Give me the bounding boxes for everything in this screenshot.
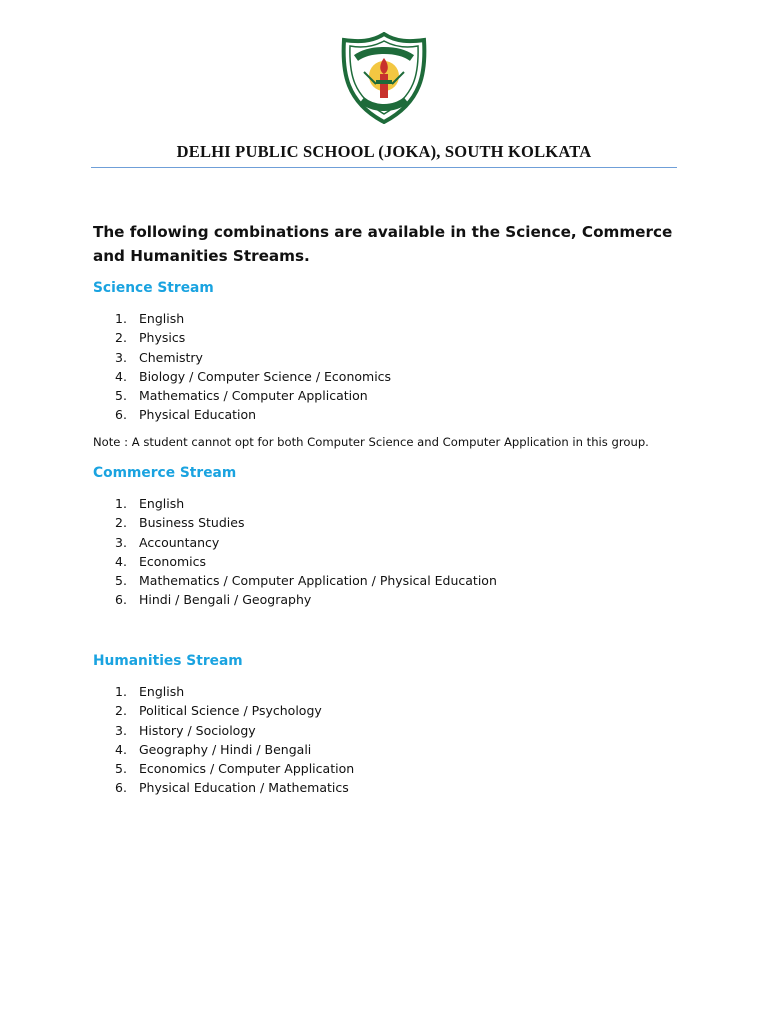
- list-item: [93, 405, 391, 424]
- list-item-number: 5.: [115, 573, 127, 589]
- list-item-label: Physics: [139, 330, 186, 346]
- list-item: [93, 533, 497, 552]
- list-item-number: 5.: [115, 761, 127, 777]
- list-item: [93, 571, 497, 590]
- list-item-number: 5.: [115, 388, 127, 404]
- humanities-subject-list: [93, 682, 354, 798]
- school-title: DELHI PUBLIC SCHOOL (JOKA), SOUTH KOLKATA: [176, 142, 592, 161]
- list-item-number: 1.: [115, 311, 127, 326]
- list-item: [93, 590, 497, 609]
- list-item: [93, 759, 354, 778]
- list-item-number: 3.: [115, 534, 127, 550]
- list-item-label: Accountancy: [139, 534, 220, 550]
- list-item-number: 6.: [115, 407, 127, 423]
- list-item: [93, 701, 354, 720]
- list-item-label: English: [139, 684, 185, 699]
- commerce-stream-heading: Commerce Stream: [93, 465, 237, 481]
- commerce-subject-list: [93, 494, 497, 610]
- list-item-number: 4.: [115, 741, 127, 757]
- list-item: [93, 552, 497, 571]
- list-item-number: 2.: [115, 703, 127, 719]
- list-item-label: Political Science / Psychology: [139, 703, 322, 719]
- list-item-number: 6.: [115, 780, 127, 796]
- intro-text: The following combinations are available in the Science, Commerce and Humanities Streams.: [93, 223, 673, 265]
- list-item-number: 2.: [115, 515, 127, 531]
- list-item-label: Mathematics / Computer Application / Physical Education: [139, 573, 497, 589]
- list-item: [93, 328, 391, 347]
- list-item-number: 3.: [115, 722, 127, 738]
- list-item-label: English: [139, 311, 185, 326]
- list-item: [93, 513, 497, 532]
- list-item-label: Geography / Hindi / Bengali: [139, 741, 312, 757]
- list-item-label: History / Sociology: [139, 722, 256, 738]
- list-item-label: Biology / Computer Science / Economics: [139, 368, 392, 384]
- list-item-number: 1.: [115, 684, 127, 699]
- list-item-label: Hindi / Bengali / Geography: [139, 592, 312, 608]
- list-item-number: 6.: [115, 592, 127, 608]
- list-item: [93, 494, 497, 513]
- list-item: [93, 682, 354, 701]
- list-item: [93, 348, 391, 367]
- list-item-label: Economics / Computer Application: [139, 761, 355, 777]
- list-item-number: 4.: [115, 553, 127, 569]
- science-stream-heading: Science Stream: [93, 280, 214, 296]
- humanities-stream-heading: Humanities Stream: [93, 653, 243, 669]
- list-item-label: Business Studies: [139, 515, 245, 531]
- list-item-label: Physical Education: [139, 407, 257, 423]
- list-item-number: 4.: [115, 368, 127, 384]
- list-item-number: 1.: [115, 496, 127, 511]
- list-item: [93, 721, 354, 740]
- list-item-label: Mathematics / Computer Application: [139, 388, 368, 404]
- school-crest-icon: [340, 32, 428, 124]
- header-divider: [91, 167, 677, 168]
- list-item: [93, 367, 391, 386]
- list-item: [93, 309, 391, 328]
- list-item-label: Chemistry: [139, 349, 203, 365]
- list-item-label: English: [139, 496, 185, 511]
- list-item-label: Economics: [139, 553, 207, 569]
- list-item-number: 3.: [115, 349, 127, 365]
- list-item-label: Physical Education / Mathematics: [139, 780, 349, 796]
- science-note: Note : A student cannot opt for both Computer Science and Computer Application in this group.: [93, 435, 649, 449]
- list-item: [93, 778, 354, 797]
- list-item: [93, 386, 391, 405]
- list-item: [93, 740, 354, 759]
- list-item-number: 2.: [115, 330, 127, 346]
- science-subject-list: [93, 309, 391, 425]
